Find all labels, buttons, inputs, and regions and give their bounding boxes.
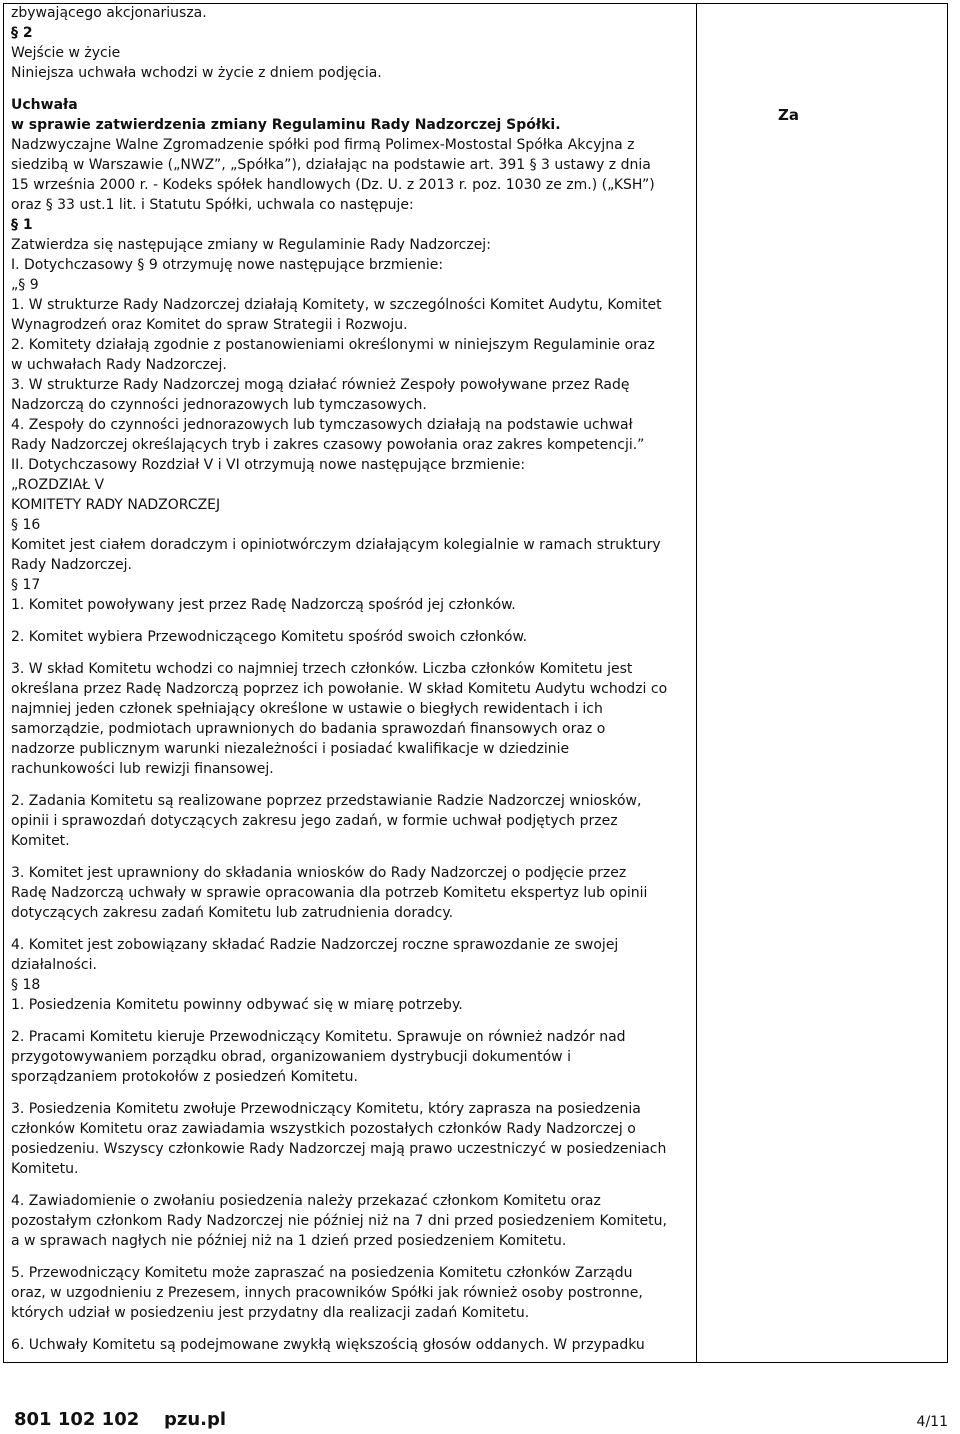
text-line: 4. Zespoły do czynności jednorazowych lub tymczasowych działają na podstawie uchwał [11,417,633,433]
text-line: 1. Komitet powoływany jest przez Radę Nadzorczą spośród jej członków. [11,597,516,613]
text-line: zbywającego akcjonariusza. [11,5,207,21]
paragraph-gap [11,1179,691,1191]
text-line: 2. Komitety działają zgodnie z postanowieniami określonymi w niniejszym Regulaminie oraz [11,337,655,353]
text-line: Zatwierdza się następujące zmiany w Regulaminie Rady Nadzorczej: [11,237,491,253]
text-line: 3. Posiedzenia Komitetu zwołuje Przewodniczący Komitetu, który zaprasza na posiedzenia [11,1101,641,1117]
text-line: nadzorze publicznym warunki niezależności i posiadać kwalifikacje w dziedzinie [11,741,570,757]
text-line: członków Komitetu oraz zawiadamia wszystkich pozostałych członków Rady Nadzorczej o [11,1121,636,1137]
page-number: 4/11 [916,1414,948,1430]
text-line: oraz § 33 ust.1 lit. i Statutu Spółki, uchwala co następuje: [11,197,414,213]
paragraph-gap [11,1015,691,1027]
text-line: 5. Przewodniczący Komitetu może zapraszać na posiedzenia Komitetu członków Zarządu [11,1265,633,1281]
text-line: § 18 [11,977,41,993]
text-line: § 17 [11,577,41,593]
text-line: 1. W strukturze Rady Nadzorczej działają Komitety, w szczególności Komitet Audytu, Komitet [11,297,662,313]
paragraph-gap [11,83,691,95]
paragraph-gap [11,1251,691,1263]
text-line: oraz, w uzgodnieniu z Prezesem, innych pracowników Spółki jak również osoby postronne, [11,1285,643,1301]
footer-phone: 801 102 102 [14,1409,140,1430]
text-line: 2. Pracami Komitetu kieruje Przewodniczący Komitetu. Sprawuje on również nadzór nad [11,1029,626,1045]
text-line: w sprawie zatwierdzenia zmiany Regulaminu Rady Nadzorczej Spółki. [11,117,561,133]
text-line: dotyczących zakresu zadań Komitetu lub zatrudnienia doradcy. [11,905,454,921]
text-line: II. Dotychczasowy Rozdział V i VI otrzymują nowe następujące brzmienie: [11,457,526,473]
column-divider [696,3,697,1363]
text-line: Rady Nadzorczej. [11,557,132,573]
text-line: określana przez Radę Nadzorczą poprzez ich powołanie. W skład Komitetu Audytu wchodzi co [11,681,668,697]
paragraph-gap [11,923,691,935]
text-line: rachunkowości lub rewizji finansowej. [11,761,274,777]
text-line: Komitetu. [11,1161,79,1177]
text-line: których udział w posiedzeniu jest przydatny dla realizacji zadań Komitetu. [11,1305,530,1321]
text-line: „§ 9 [11,277,39,293]
paragraph-gap [11,1087,691,1099]
text-line: 3. W strukturze Rady Nadzorczej mogą działać również Zespoły powoływane przez Radę [11,377,630,393]
text-line: § 16 [11,517,41,533]
text-line: siedzibą w Warszawie („NWZ”, „Spółka”), działając na podstawie art. 391 § 3 ustawy z dnia [11,157,651,173]
text-line: Niniejsza uchwała wchodzi w życie z dniem podjęcia. [11,65,382,81]
text-line: 2. Komitet wybiera Przewodniczącego Komitetu spośród swoich członków. [11,629,528,645]
text-line: przygotowywaniem porządku obrad, organizowaniem dystrybucji dokumentów i [11,1049,571,1065]
paragraph-gap [11,647,691,659]
text-line: sporządzaniem protokołów z posiedzeń Komitetu. [11,1069,358,1085]
text-line: Komitet jest ciałem doradczym i opiniotwórczym działającym kolegialnie w ramach struktury [11,537,661,553]
text-line: Komitet. [11,833,70,849]
text-line: w uchwałach Rady Nadzorczej. [11,357,227,373]
page-footer [14,1410,954,1434]
text-line: Nadzorczą do czynności jednorazowych lub tymczasowych. [11,397,427,413]
text-line: 4. Komitet jest zobowiązany składać Radzie Nadzorczej roczne sprawozdanie ze swojej [11,937,619,953]
text-line: a w sprawach nagłych nie później niż na 1 dzień przed posiedzeniem Komitetu. [11,1233,567,1249]
text-line: Wynagrodzeń oraz Komitet do spraw Strategii i Rozwoju. [11,317,408,333]
text-line: posiedzeniu. Wszyscy członkowie Rady Nadzorczej mają prawo uczestniczyć w posiedzeniach [11,1141,667,1157]
text-line: Wejście w życie [11,45,121,61]
text-line: 4. Zawiadomienie o zwołaniu posiedzenia należy przekazać członkom Komitetu oraz [11,1193,601,1209]
text-line: § 1 [11,217,33,233]
text-line: opinii i sprawozdań dotyczących zakresu jego zadań, w formie uchwał podjętych przez [11,813,618,829]
text-line: „ROZDZIAŁ V [11,477,105,493]
text-line: 2. Zadania Komitetu są realizowane poprzez przedstawianie Radzie Nadzorczej wniosków, [11,793,642,809]
text-line: Radę Nadzorczą uchwały w sprawie opracowania dla potrzeb Komitetu ekspertyz lub opinii [11,885,648,901]
text-line: 1. Posiedzenia Komitetu powinny odbywać się w miarę potrzeby. [11,997,463,1013]
paragraph-gap [11,615,691,627]
paragraph-gap [11,1323,691,1335]
resolution-text-cell [11,3,691,1355]
footer-site: pzu.pl [164,1409,227,1430]
text-line: 3. Komitet jest uprawniony do składania wniosków do Rady Nadzorczej o podjęcie przez [11,865,627,881]
text-line: Uchwała [11,97,78,113]
text-line: pozostałym członkom Rady Nadzorczej nie później niż na 7 dni przed posiedzeniem Komitetu, [11,1213,667,1229]
text-line: 6. Uchwały Komitetu są podejmowane zwykłą większością głosów oddanych. W przypadku [11,1337,645,1353]
text-line: samorządzie, podmiotach uprawnionych do badania sprawozdań finansowych oraz o [11,721,606,737]
text-line: najmniej jeden członek spełniający określone w ustawie o biegłych rewidentach i ich [11,701,603,717]
text-line: § 2 [11,25,33,41]
text-line: 15 września 2000 r. - Kodeks spółek handlowych (Dz. U. z 2013 r. poz. 1030 ze zm.) („KSH”) [11,177,655,193]
text-line: działalności. [11,957,97,973]
text-line: Rady Nadzorczej określających tryb i zakres czasowy powołania oraz zakres kompetencji.” [11,437,645,453]
paragraph-gap [11,779,691,791]
vote-cell: Za [778,106,799,124]
text-line: KOMITETY RADY NADZORCZEJ [11,497,221,513]
text-line: Nadzwyczajne Walne Zgromadzenie spółki pod firmą Polimex-Mostostal Spółka Akcyjna z [11,137,635,153]
text-line: I. Dotychczasowy § 9 otrzymuję nowe następujące brzmienie: [11,257,444,273]
text-line: 3. W skład Komitetu wchodzi co najmniej trzech członków. Liczba członków Komitetu jest [11,661,633,677]
paragraph-gap [11,851,691,863]
